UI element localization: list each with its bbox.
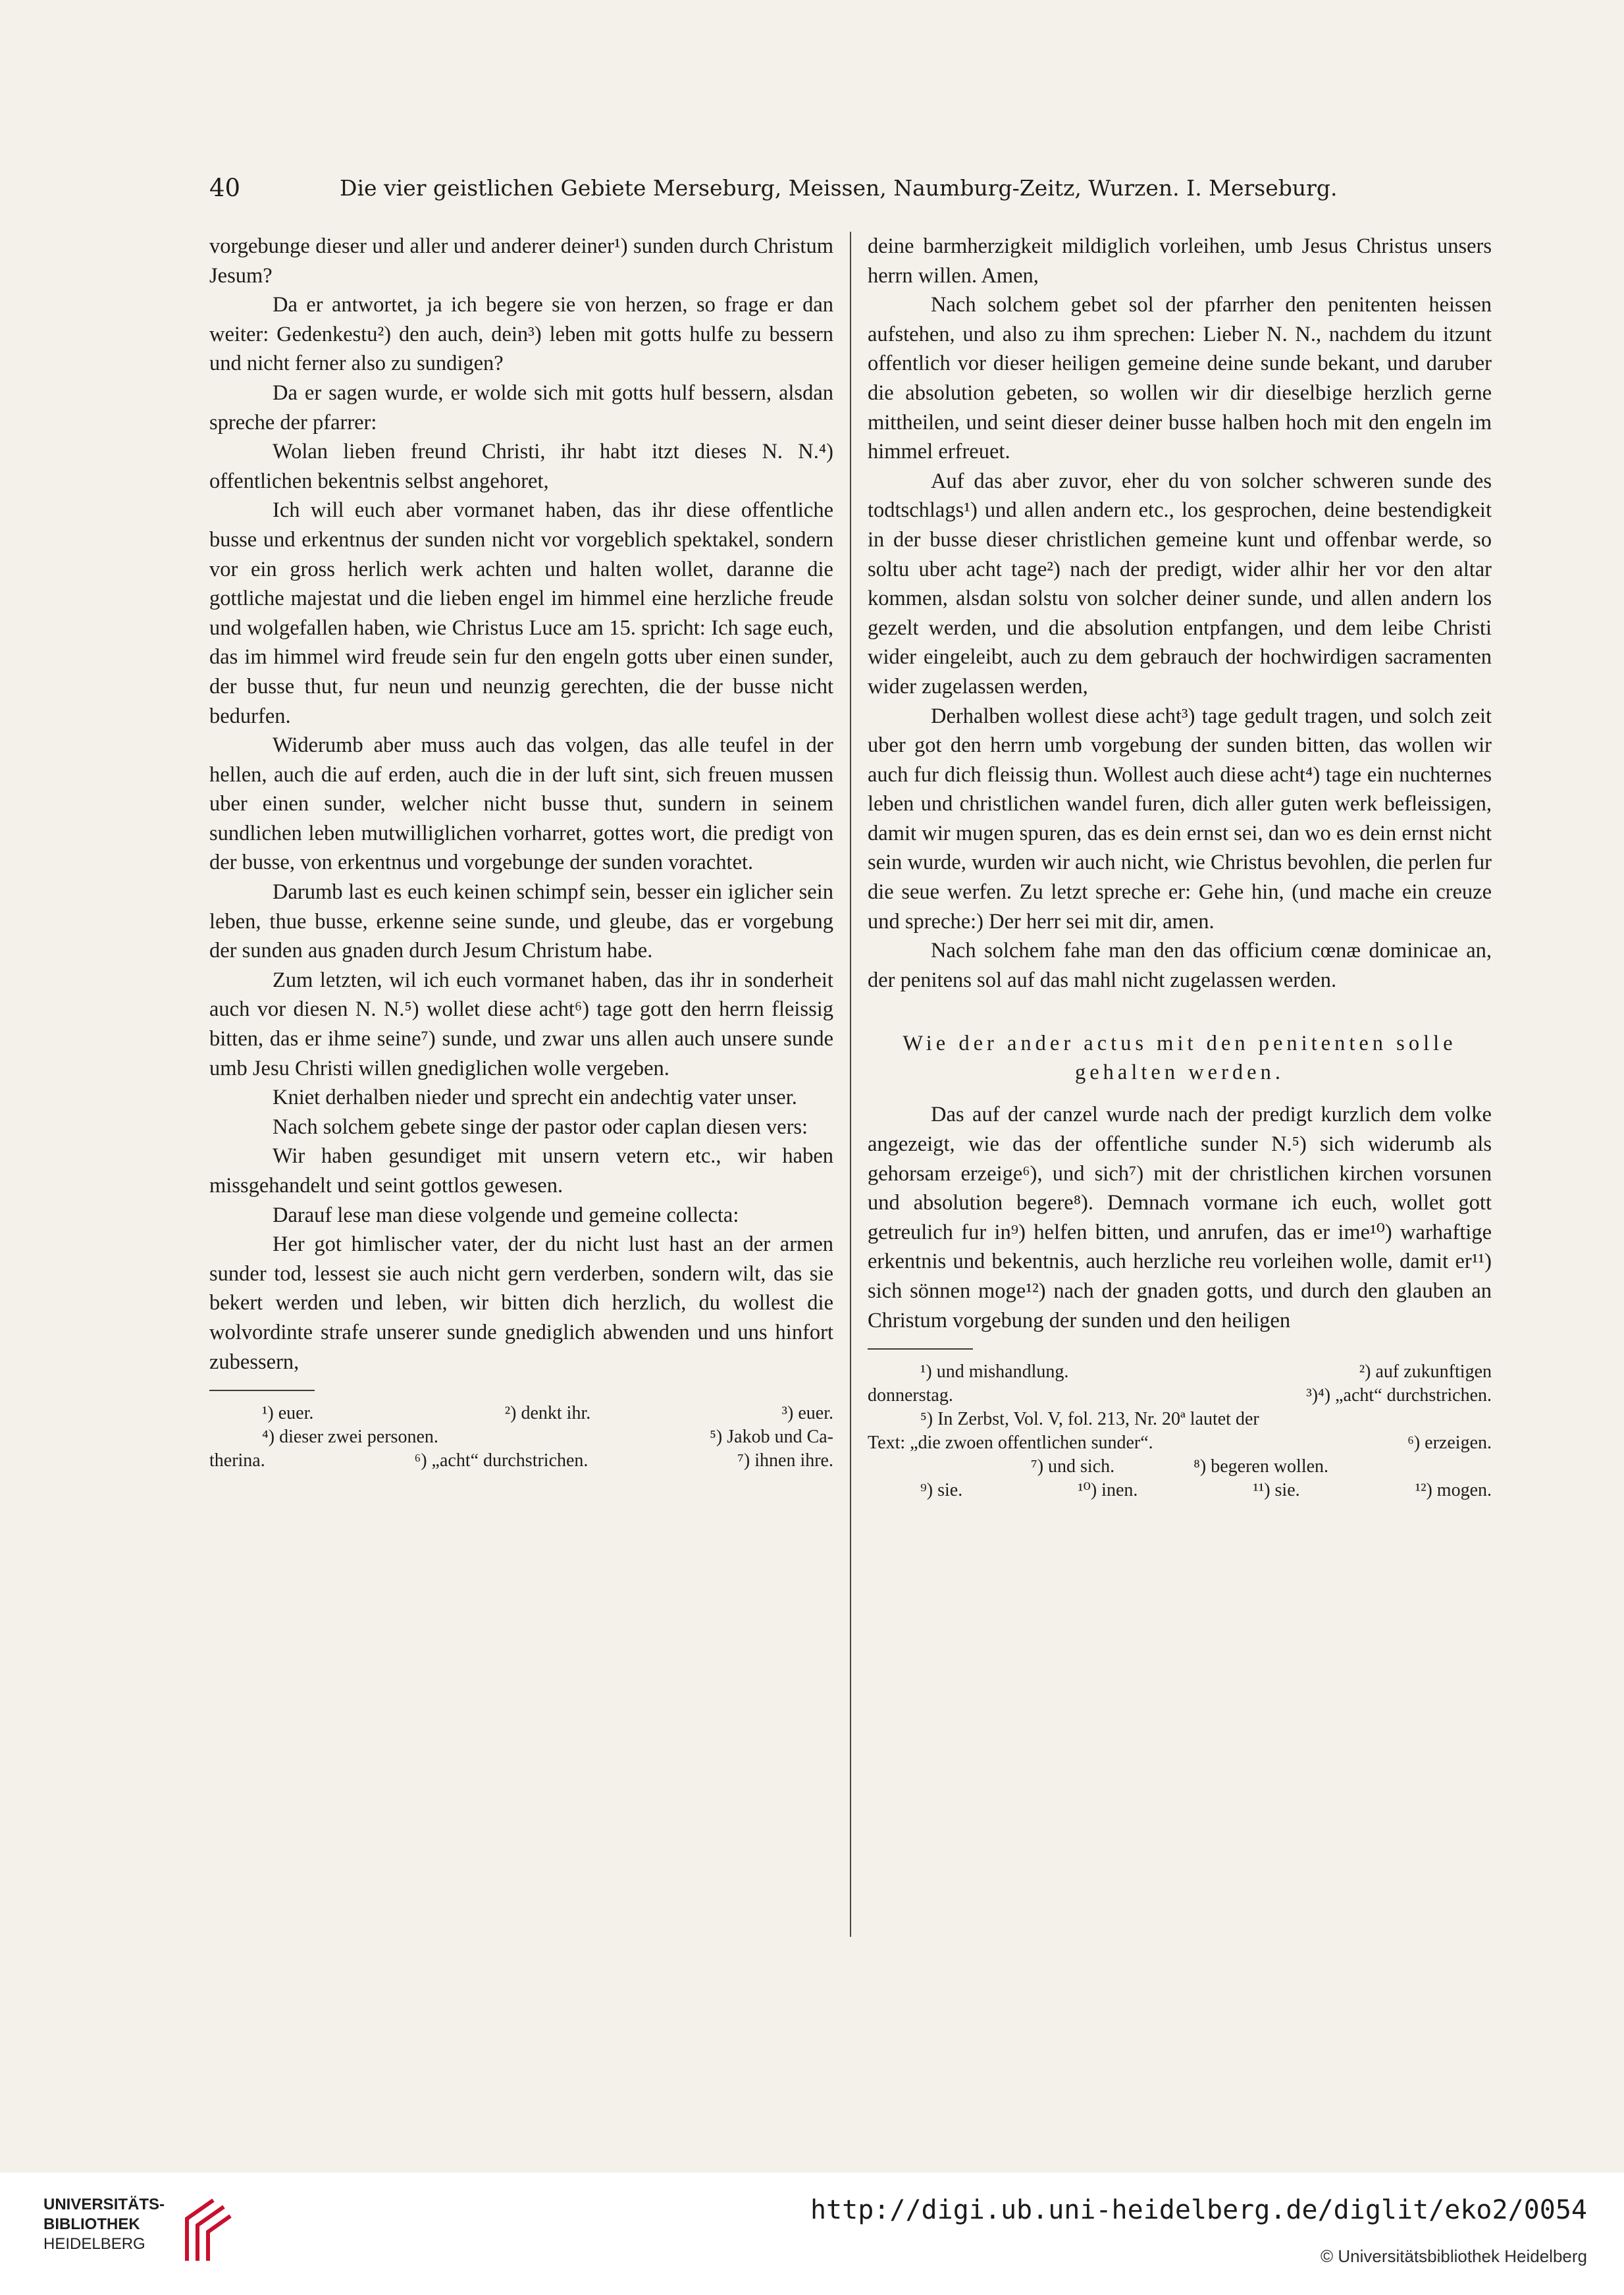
logo-line: UNIVERSITÄTS-	[43, 2196, 165, 2213]
footnote: donnerstag.	[868, 1385, 953, 1406]
footnote: ⁷) ihnen ihre.	[737, 1450, 833, 1471]
copyright-notice: © Universitätsbibliothek Heidelberg	[1320, 2246, 1587, 2266]
paragraph: Derhalben wollest diese acht³) tage gedult tragen, und solch zeit uber got den herrn umb vorgebung der sunden bitten, das wollen wir auch fur dich fleissig thun. Wollest auch diese acht⁴) tage ein nuchternes leben und christlichen wandel furen, dich aller guten werk befleissigen, damit wir mugen spuren, das es dein ernst sei, dan wo es dein ernst nicht sein wurde, wurden wir auch nicht, wie Christus bevohlen, die perlen fur die seue werfen. Zu letzt spreche er: Gehe hin, (und mache ein creuze und spreche:) Der herr sei mit dir, amen.	[868, 704, 1492, 934]
paragraph: Da er antwortet, ja ich begere sie von herzen, so frage er dan weiter: Gedenkestu²) den auch, dein³) leben mit gotts hulfe zu bessern und nicht ferner also zu sundigen?	[209, 293, 833, 376]
paragraph: Wolan lieben freund Christi, ihr habt itzt dieses N. N.⁴) offentlichen bekentnis selbst angehoret,	[209, 440, 833, 493]
paragraph: deine barmherzigkeit mildiglich vorleihen, umb Jesus Christus unsers herrn willen. Amen,	[868, 234, 1492, 288]
column-divider	[850, 232, 851, 1937]
footnote: ¹²) mogen.	[1415, 1480, 1492, 1501]
paragraph: Darauf lese man diese volgende und gemeine collecta:	[273, 1203, 739, 1227]
logo-text	[43, 2195, 165, 2254]
footnote: Text: „die zwoen offentlichen sunder“.	[868, 1433, 1153, 1454]
footnote-line	[868, 1408, 1492, 1431]
footnotes	[868, 1360, 1492, 1502]
paragraph: vorgebunge dieser und aller und anderer deiner¹) sunden durch Christum Jesum?	[209, 234, 833, 288]
section-heading: Wie der ander actus mit den penitenten solle gehalten werden.	[903, 1032, 1457, 1085]
footnote: ³) euer.	[781, 1403, 833, 1424]
logo-line: HEIDELBERG	[43, 2235, 145, 2253]
permalink[interactable]: http://digi.ub.uni-heidelberg.de/diglit/eko2/0054	[810, 2195, 1587, 2225]
paragraph: Her got himlischer vater, der du nicht lust hast an der armen sunder tod, lessest sie auch nicht gern verderben, sondern wilt, das sie bekert werden und leben, wir bitten dich herzlich, du wollest die wolvordinte strafe unserer sunde gnediglich abwenden und uns hinfort zubessern,	[209, 1232, 833, 1374]
page-number: 40	[209, 174, 241, 202]
footnote: ⁸) begeren wollen.	[1193, 1456, 1329, 1477]
footnote: ³)⁴) „acht“ durchstrichen.	[1306, 1385, 1492, 1406]
footnote: ¹) und mishandlung.	[920, 1361, 1069, 1383]
footnote: ¹⁰) inen.	[1078, 1480, 1138, 1501]
footnote-line	[868, 1431, 1492, 1455]
paragraph: Zum letzten, wil ich euch vormanet haben, das ihr in sonderheit auch vor diesen N. N.⁵) wollet diese acht⁶) tage gott den herrn fleissig bitten, das er ihme seine⁷) sunde, und zwar uns allen auch unsere sunde umb Jesu Christi willen gnediglichen wolle vergeben.	[209, 968, 833, 1080]
footnote-line	[868, 1455, 1492, 1479]
right-column	[868, 232, 1492, 1502]
running-header	[209, 169, 1382, 208]
footnote-line	[209, 1402, 833, 1425]
footnote: ¹¹) sie.	[1253, 1480, 1300, 1501]
paragraph: Kniet derhalben nieder und sprecht ein andechtig vater unser.	[273, 1086, 797, 1110]
library-logo	[43, 2195, 241, 2267]
running-title: Die vier geistlichen Gebiete Merseburg, Meissen, Naumburg-Zeitz, Wurzen. I. Merseburg.	[340, 175, 1338, 201]
footnotes	[209, 1402, 833, 1473]
footnote: ⁵) In Zerbst, Vol. V, fol. 213, Nr. 20ª lautet der	[920, 1409, 1259, 1430]
paragraph: Da er sagen wurde, er wolde sich mit gotts hulf bessern, alsdan spreche der pfarrer:	[209, 381, 833, 435]
paragraph: Ich will euch aber vormanet haben, das ihr diese offentliche busse und erkentnus der sunden nicht vor vorgeblich spektakel, sondern vor ein gross herlich werk achten und halten wollet, daranne die gottliche majestat und die lieben engel im himmel eine herzliche freude und wolgefallen haben, wie Christus Luce am 15. spricht: Ich sage euch, das im himmel wird freude sein fur den engeln gotts uber einen sunder, der busse thut, fur neun und neunzig gerechten, die der busse nicht bedurfen.	[209, 498, 833, 728]
footnote: therina.	[209, 1450, 265, 1471]
paragraph: Nach solchem gebet sol der pfarrher den penitenten heissen aufstehen, und also zu ihm sprechen: Lieber N. N., nachdem du itzunt offentlich vor dieser heiligen gemeine deine sunde bekant, und daruber die absolution gebeten, so wollen wir dir dieselbige herzlich gerne mittheilen, und seint dieser deiner busse halben hoch mit den engeln im himmel erfreuet.	[868, 293, 1492, 464]
footnote-line	[209, 1449, 833, 1473]
footnote: ¹) euer.	[262, 1403, 314, 1424]
footnote: ²) auf zukunftigen	[1359, 1361, 1492, 1383]
footnote-rule	[868, 1348, 973, 1350]
paragraph: Das auf der canzel wurde nach der predigt kurzlich dem volke angezeigt, wie das der offentliche sunder N.⁵) sich widerumb als gehorsam erzeige⁶), und sich⁷) mit der christlichen kirchen vorsunen und absolution begere⁸). Demnach vormane ich euch, wollet gott getreulich fur in⁹) helfen bitten, und anrufen, das er ime¹⁰) warhaftige erkentnis und bekentnis, auch herzliche reu vorleihen wolle, damit er¹¹) sich sönnen moge¹²) nach der gnaden gotts, und durch den glauben an Christum vorgebung der sunden und den heiligen	[868, 1103, 1492, 1332]
footnote: ²) denkt ihr.	[504, 1403, 591, 1424]
footnote-line	[868, 1384, 1492, 1408]
footnote: ⁵) Jakob und Ca-	[710, 1427, 833, 1448]
footnote: ⁹) sie.	[920, 1480, 963, 1501]
paragraph: Wir haben gesundiget mit unsern vetern etc., wir haben missgehandelt und seint gottlos gewesen.	[209, 1144, 833, 1198]
footnote: ⁴) dieser zwei personen.	[262, 1427, 438, 1448]
paragraph: Nach solchem gebete singe der pastor oder caplan diesen vers:	[273, 1115, 808, 1139]
footnote-rule	[209, 1390, 315, 1391]
paragraph: Widerumb aber muss auch das volgen, das alle teufel in der hellen, auch die auf erden, auch die in der luft sint, sich freuen mussen uber einen sunder, welcher nicht busse thut, sundern in seinem sundlichen leben mutwilliglichen vorharret, gottes wort, die predigt von der busse, von erkentnus und vorgebunge der sunden vorachtet.	[209, 733, 833, 875]
footnote: ⁶) erzeigen.	[1407, 1433, 1492, 1454]
library-footer	[0, 2173, 1624, 2295]
footnote: ⁶) „acht“ durchstrichen.	[414, 1450, 589, 1471]
footnote-line	[868, 1479, 1492, 1502]
paragraph: Darumb last es euch keinen schimpf sein, besser ein iglicher sein leben, thue busse, erkenne seine sunde, und gleube, das er vorgebung der sunden aus gnaden durch Jesum Christum habe.	[209, 880, 833, 963]
library-logo-icon	[167, 2195, 233, 2267]
paragraph: Auf das aber zuvor, eher du von solcher schweren sunde des todtschlags¹) und allen andern etc., los gesprochen, deine bestendigkeit in der busse dieser christlichen gemeine kunt und offenbar werde, so soltu uber acht tage²) nach der predigt, wider alhir her vor den altar kommen, alsdan solstu von solcher deiner sunde, und allen andern los gezelt werden, und die absolution entpfangen, und dem leibe Christi wider eingeleibt, auch zu dem gebrauch der hochwirdigen sacramenten wider zugelassen werden,	[868, 469, 1492, 699]
footnote-line	[868, 1360, 1492, 1384]
logo-line: BIBLIOTHEK	[43, 2215, 140, 2233]
footnote: ⁷) und sich.	[1030, 1456, 1115, 1477]
footnote-line	[209, 1425, 833, 1449]
left-column	[209, 232, 833, 1473]
paragraph: Nach solchem fahe man den das officium cœnæ dominicae an, der penitens sol auf das mahl nicht zugelassen werden.	[868, 939, 1492, 992]
